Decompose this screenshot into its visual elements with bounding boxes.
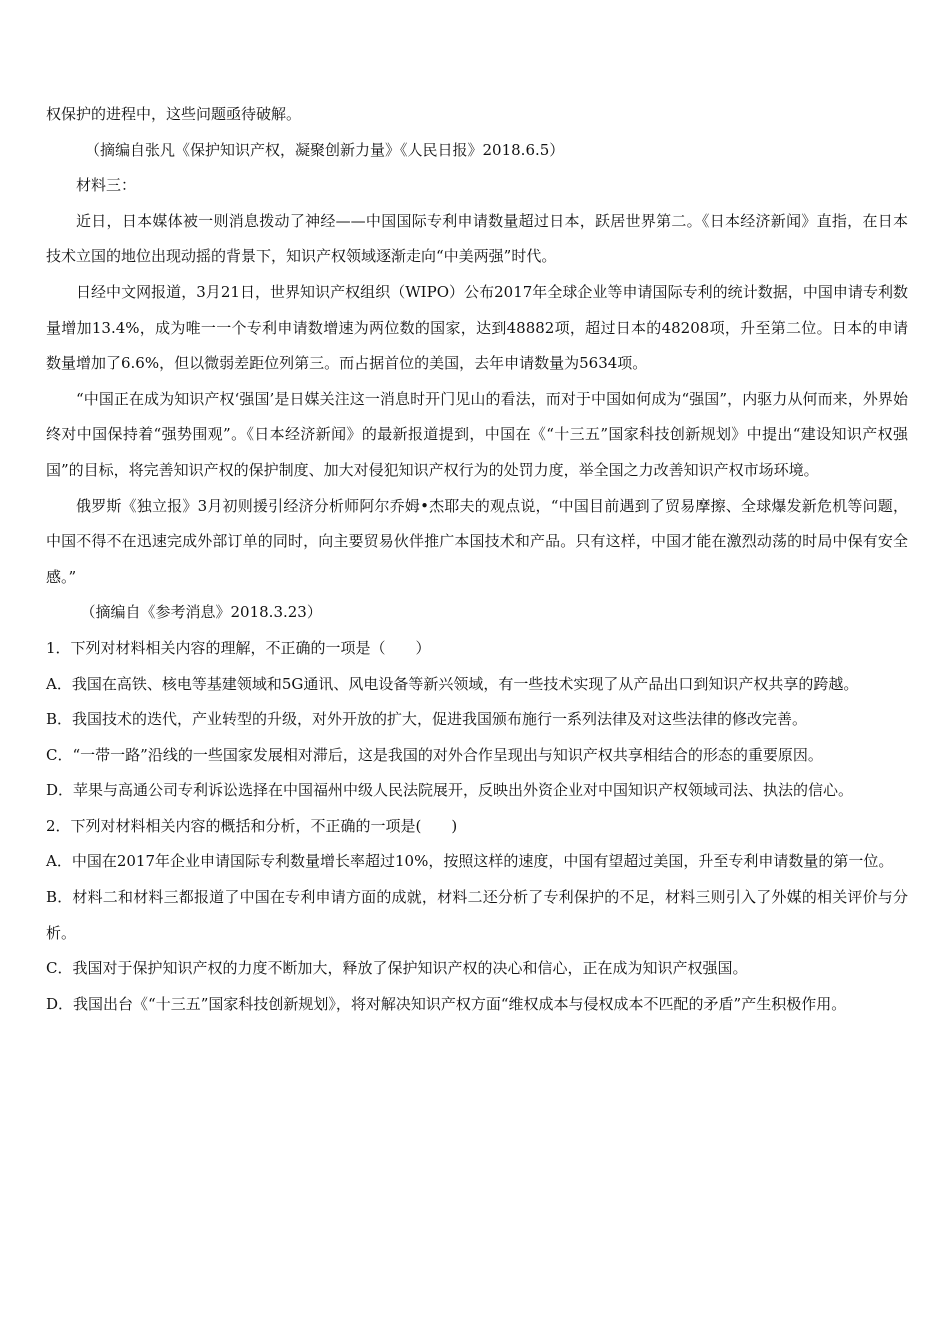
- material3-paragraph: 日经中文网报道，3月21日，世界知识产权组织（WIPO）公布2017年全球企业等申请国际专利的统计数据，中国申请专利数量增加13.4%，成为唯一一个专利申请数增速为两位数的国家，达到48882项，超过日本的48208项，升至第二位。日本的申请数量增加了6.6%，但以微弱差距位列第三。而占据首位的美国，去年申请数量为5634项。: [46, 282, 908, 373]
- question-stem: 1．下列对材料相关内容的理解，不正确的一项是（ ）: [46, 638, 431, 657]
- material3-heading: 材料三：: [76, 176, 137, 195]
- question-option: B．材料二和材料三都报道了中国在专利申请方面的成就，材料二还分析了专利保护的不足，材料三则引入了外媒的相关评价与分析。: [46, 888, 908, 942]
- question-2: [46, 809, 908, 1023]
- question-option: D．我国出台《“十三五”国家科技创新规划》，将对解决知识产权方面“维权成本与侵权成本不匹配的矛盾”产生积极作用。: [46, 994, 847, 1013]
- document-page: [46, 97, 908, 1022]
- material2-tail: 权保护的进程中，这些问题亟待破解。: [46, 105, 302, 123]
- question-stem: 2．下列对材料相关内容的概括和分析，不正确的一项是( ): [46, 816, 458, 835]
- question-option: D．苹果与高通公司专利诉讼选择在中国福州中级人民法院展开，反映出外资企业对中国知识产权领域司法、执法的信心。: [46, 781, 854, 800]
- material3-paragraph: “中国正在成为知识产权‘强国’是日媒关注这一消息时开门见山的看法，而对于中国如何成为“强国”，内驱力从何而来，外界始终对中国保持着“强势围观”。《日本经济新闻》的最新报道提到，中国在《“十三五”国家科技创新规划》中提出“建设知识产权强国”的目标，将完善知识产权的保护制度、加大对侵犯知识产权行为的处罚力度，举全国之力改善知识产权市场环境。: [46, 389, 908, 479]
- material3-source: （摘编自《参考消息》2018.3.23）: [80, 603, 322, 622]
- question-option: C．“一带一路”沿线的一些国家发展相对滞后，这是我国的对外合作呈现出与知识产权共享相结合的形态的重要原因。: [46, 745, 823, 764]
- material2-source: （摘编自张凡《保护知识产权，凝聚创新力量》《人民日报》2018.6.5）: [85, 140, 565, 159]
- question-option: A．我国在高铁、核电等基建领域和5G通讯、风电设备等新兴领域，有一些技术实现了从产品出口到知识产权共享的跨越。: [46, 674, 859, 693]
- question-option: C．我国对于保护知识产权的力度不断加大，释放了保护知识产权的决心和信心，正在成为知识产权强国。: [46, 959, 748, 978]
- question-1: [46, 631, 908, 809]
- material3-paragraph: 俄罗斯《独立报》3月初则援引经济分析师阿尔乔姆•杰耶夫的观点说，“中国目前遇到了贸易摩擦、全球爆发新危机等问题，中国不得不在迅速完成外部订单的同时，向主要贸易伙伴推广本国技术和产品。只有这样，中国才能在激烈动荡的时局中保有安全感。”: [46, 496, 908, 586]
- question-option: B．我国技术的迭代，产业转型的升级，对外开放的扩大，促进我国颁布施行一系列法律及对这些法律的修改完善。: [46, 710, 808, 729]
- question-option: A．中国在2017年企业申请国际专利数量增长率超过10%，按照这样的速度，中国有望超过美国，升至专利申请数量的第一位。: [46, 852, 894, 871]
- material3-paragraph: 近日，日本媒体被一则消息拨动了神经——中国国际专利申请数量超过日本，跃居世界第二。《日本经济新闻》直指，在日本技术立国的地位出现动摇的背景下，知识产权领域逐渐走向“中美两强”时代。: [46, 211, 908, 266]
